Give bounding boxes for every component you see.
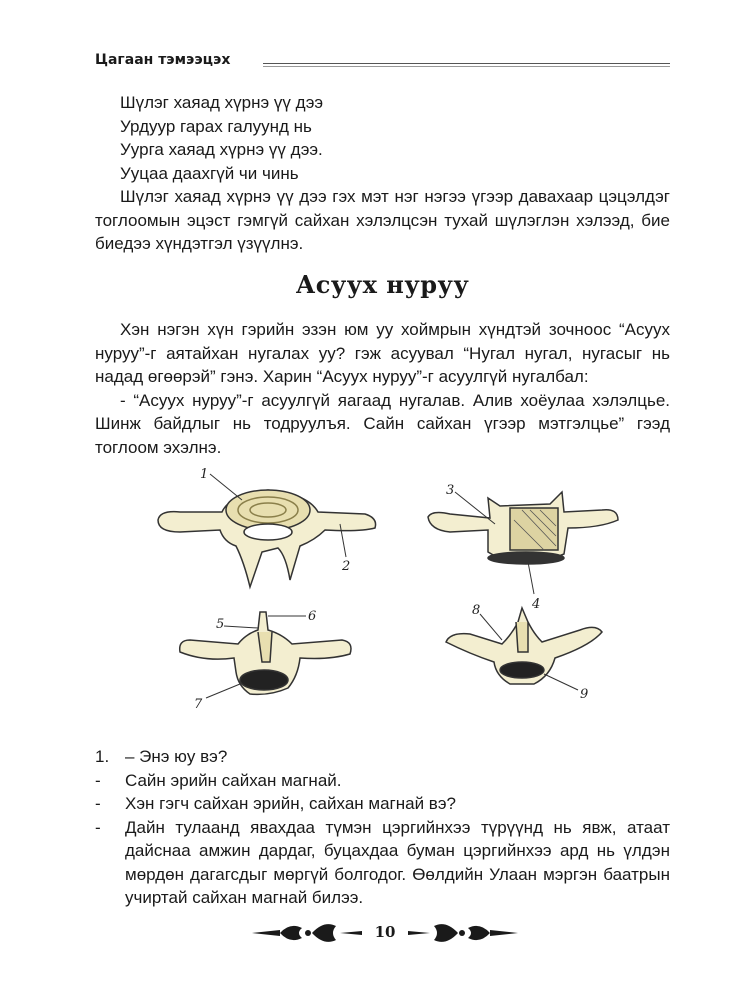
figure-label-4: 4: [532, 597, 541, 612]
header-rule: [263, 63, 670, 67]
verse-line: Уурга хаяад хүрнэ үү дээ.: [120, 140, 323, 159]
vertebra-2: [428, 492, 618, 564]
figure-label-1: 1: [200, 467, 209, 482]
page-number: 10: [374, 923, 396, 941]
verse-line: Урдуур гарах галуунд нь: [120, 116, 312, 136]
vertebra-4: [446, 608, 602, 684]
figure-label-7: 7: [194, 697, 203, 712]
list-marker: 1.: [95, 747, 110, 766]
list-item: [95, 792, 670, 816]
list-text: – Энэ юу вэ?: [125, 747, 228, 766]
running-header-title: Цагаан тэмээцэх: [95, 52, 231, 68]
intro-paragraph: Шүлэг хаяад хүрнэ үү дээ гэх мэт нэг нэгээ үгээр давахаар цэцэлдэг тоглоомын эцэст гэмгүй сайхан хэлэлцсэн тухай шүлэглэн хэлээд, бие биедээ хүндэтгэл үзүүлнэ.: [95, 187, 670, 253]
section-text: [95, 318, 670, 459]
figure-label-3: 3: [446, 483, 455, 498]
list-item: [95, 769, 670, 793]
figure-label-5: 5: [216, 617, 225, 632]
verse-line: Ууцаа даахгүй чи чинь: [120, 163, 299, 183]
vertebra-3: [180, 612, 351, 694]
dialogue-list: [95, 745, 670, 910]
list-item: [95, 745, 670, 769]
figure-label-8: 8: [472, 603, 481, 618]
list-marker: -: [95, 770, 101, 790]
running-header: [95, 52, 670, 74]
section-paragraph: - “Асуух нуруу”-г асуулгүй яагаад нугалав. Алив хоёулаа хэлэлцье. Шинж байдлыг нь тодруулъя. Сайн сайхан үгээр мэтгэлцье” гээд тоглоом эхэлнэ.: [95, 390, 670, 457]
figure-label-9: 9: [580, 687, 589, 702]
list-item: [95, 816, 670, 910]
list-marker: -: [95, 794, 101, 813]
figure-label-6: 6: [308, 609, 317, 624]
section-paragraph: Хэн нэгэн хүн гэрийн эзэн юм уу хоймрын хүндтэй зочноос “Асуух нуруу”-г аятайхан нугалах уу? гэж асуувал “Нугал нугал, нугасыг нь надад өгөөрэй” гэнэ. Харин “Асуух нуруу”-г асуулгүй нугалбал:: [95, 320, 670, 386]
vertebrae-illustration: [150, 462, 620, 722]
figure-label-2: 2: [342, 559, 351, 574]
intro-text: [95, 91, 670, 256]
list-text: Хэн гэгч сайхан эрийн, сайхан магнай вэ?: [125, 794, 456, 813]
list-text: Дайн тулаанд явахдаа түмэн цэргийнхээ түрүүнд нь явж, атаат дайснаа амжин дардаг, буцахдаа буман цэргийнхээ ард нь үлдэн мөрдөн дагагсдыг мөргүй болгодог. Өөлдийн Улаан мэргэн баатрын учиртай сайхан магнай билээ.: [125, 817, 670, 907]
vertebrae-drawing: [150, 462, 620, 722]
list-marker: -: [95, 817, 101, 837]
verse-line: Шүлэг хаяад хүрнэ үү дээ: [120, 93, 324, 112]
page-footer: [250, 918, 520, 948]
section-title: Асуух нуруу: [295, 270, 470, 299]
list-text: Сайн эрийн сайхан магнай.: [125, 770, 342, 790]
